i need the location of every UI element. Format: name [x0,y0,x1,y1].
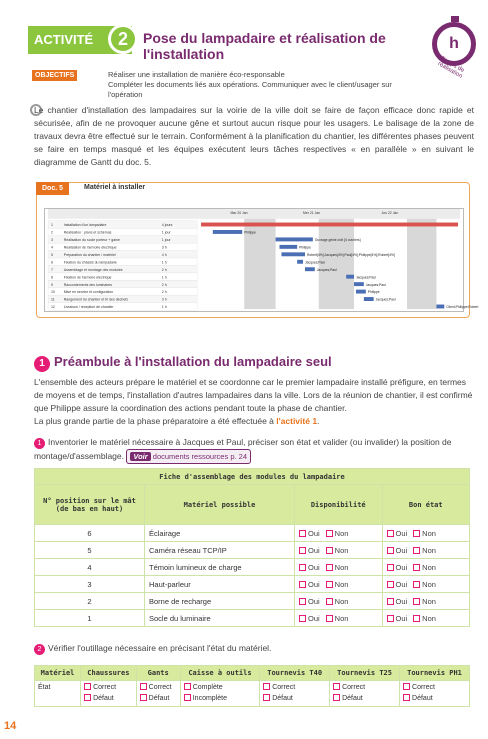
position-cell: 5 [35,542,145,559]
tools-header: Tournevis T25 [330,666,400,681]
condition-no-option[interactable] [413,597,436,606]
checkbox[interactable] [333,683,340,690]
availability-no-option[interactable] [326,580,349,589]
condition-cell [382,559,470,576]
state-cell [180,681,259,707]
material-cell: Borne de recharge [145,593,295,610]
checkbox-label: Oui [308,528,320,538]
gantt-bar-label: Jacques;Paul [365,282,386,287]
checkbox-label: Non [334,613,349,623]
checkbox[interactable] [263,683,270,690]
gantt-bar-label: Philippe [299,245,311,250]
state-label: État [35,681,81,707]
material-cell: Témoin lumineux de charge [145,559,295,576]
activity-1-link[interactable]: l'activité 1 [276,416,318,426]
page-number: 14 [4,720,17,732]
state-option[interactable] [403,693,466,704]
checkbox[interactable] [299,581,306,588]
objective-line: Réaliser une installation de manière éco-responsable [108,70,285,79]
availability-cell [295,559,383,576]
gantt-task-number: 5 [50,252,53,257]
checkbox-label: Oui [395,528,408,538]
condition-cell [382,610,470,627]
checkbox[interactable] [299,615,306,622]
checkbox[interactable] [387,547,394,554]
gantt-task-number: 9 [50,282,53,287]
gantt-task-number: 10 [50,290,55,295]
checkbox[interactable] [326,581,333,588]
gantt-task-name: Fixation de l'armoire électrique [63,275,112,280]
objectives-label: OBJECTIFS [32,70,77,81]
resources-link[interactable] [126,449,251,464]
condition-no-option[interactable] [413,580,436,589]
gantt-night-shade [407,219,436,309]
condition-no-option[interactable] [413,563,436,572]
gantt-task-duration: 2 h [161,282,167,287]
checkbox[interactable] [413,564,420,571]
gantt-bar [280,245,298,249]
phase-text: La plus grande partie de la phase préparatoire a été effectuée à [34,416,277,426]
state-option[interactable] [140,693,177,704]
checkbox-label: Non [334,596,349,606]
availability-yes-option[interactable] [299,580,320,589]
section-number: 1 [34,356,50,372]
checkbox[interactable] [413,530,420,537]
gantt-task-number: 3 [50,238,53,243]
phase-paragraph [34,415,474,428]
state-option[interactable] [84,682,133,693]
gantt-task-name: Fixation du châssis du lampadaire [63,260,117,265]
state-option[interactable] [333,682,396,693]
checkbox-label: Correct [148,684,172,691]
checkbox[interactable] [403,694,410,701]
gantt-bar [297,260,303,264]
condition-yes-option[interactable] [387,546,408,555]
gantt-bar [305,267,315,271]
availability-no-option[interactable] [326,546,349,555]
checkbox-label: Non [422,545,436,555]
gantt-period-label: Mar 20 Jan [230,210,248,215]
timer-letter: h [449,35,459,52]
checkbox-label: Oui [308,562,320,572]
checkbox[interactable] [263,694,270,701]
state-cell [81,681,137,707]
gantt-task-name: Réalisation : plans et schémas [63,230,112,235]
gantt-bar-label: Jacques;Paul [305,260,325,265]
checkbox[interactable] [299,564,306,571]
checkbox[interactable] [387,598,394,605]
gantt-bar-label: Jacques;Paul [316,267,337,272]
checkbox[interactable] [413,581,420,588]
gantt-task-number: 11 [50,297,55,302]
tools-header: Tournevis PH1 [400,666,470,681]
question-2 [34,643,271,655]
availability-cell [295,610,383,627]
condition-cell [382,525,470,542]
col-material: Matériel possible [145,485,295,525]
gantt-bar-label: Client;Philippe;Robert [446,305,479,310]
activity-number: 2 [108,24,138,54]
checkbox-label: Défaut [412,695,433,702]
checkbox-label: Non [422,579,436,589]
tools-header: Tournevis T40 [260,666,330,681]
table-row [35,593,470,610]
gantt-task-name: Raccordements des luminaires [63,282,112,287]
state-option[interactable] [263,682,326,693]
position-cell: 6 [35,525,145,542]
gantt-task-number: 8 [50,275,53,280]
availability-yes-option[interactable] [299,529,320,538]
checkbox[interactable] [326,598,333,605]
doc5-tag: Doc. 5 [36,182,69,195]
state-option[interactable] [333,693,396,704]
checkbox-label: Correct [272,684,296,691]
checkbox[interactable] [403,683,410,690]
condition-no-option[interactable] [413,546,436,555]
col-condition: Bon état [382,485,470,525]
availability-yes-option[interactable] [299,614,320,623]
col-position: N° position sur le mât (de bas en haut) [35,485,145,525]
gantt-task-number: 7 [50,267,53,272]
checkbox-label: Non [422,562,436,572]
objectives-text [108,70,428,100]
state-option[interactable] [140,682,177,693]
checkbox-label: Défaut [93,695,114,702]
availability-cell [295,593,383,610]
position-cell: 2 [35,593,145,610]
checkbox[interactable] [413,615,420,622]
material-cell: Éclairage [145,525,295,542]
checkbox-label: Oui [308,545,320,555]
checkbox[interactable] [299,598,306,605]
state-cell [400,681,470,707]
checkbox[interactable] [326,530,333,537]
question-1 [34,436,474,464]
checkbox-label: Non [334,562,349,572]
checkbox[interactable] [326,564,333,571]
gantt-task-duration: 1 jour [161,230,171,235]
state-cell [260,681,330,707]
checkbox[interactable] [333,694,340,701]
question-number: 2 [34,644,45,655]
checkbox-label: Oui [308,613,320,623]
condition-cell [382,542,470,559]
gantt-bar [213,230,242,234]
gantt-bar [346,275,354,279]
gantt-task-number: 2 [50,230,53,235]
checkbox-label: Oui [395,596,408,606]
gantt-period-label: Mer 21 Jan [303,210,321,215]
gantt-task-duration: 2 h [161,267,167,272]
checkbox-label: Incomplète [192,695,227,702]
condition-cell [382,593,470,610]
activity-title: Pose du lampadaire et réalisation de l'installation [143,30,386,62]
checkbox[interactable] [140,683,147,690]
table-row [35,610,470,627]
material-cell: Socle du luminaire [145,610,295,627]
checkbox-label: Oui [308,579,320,589]
gantt-bar-label: Jacques;Paul [356,275,376,280]
phase-end: . [317,416,320,426]
checkbox-label: Non [334,545,349,555]
condition-yes-option[interactable] [387,580,408,589]
checkbox[interactable] [387,581,394,588]
voir-label: Voir [130,452,150,461]
gantt-task-name: Installation d'un lampadaire [63,223,107,228]
table-row [35,542,470,559]
checkbox-label: Correct [93,684,117,691]
gantt-bar [281,252,305,256]
material-cell: Haut-parleur [145,576,295,593]
gantt-task-duration: 1 h [161,305,167,310]
gantt-bar [276,237,313,241]
gantt-task-name: Rangement du chantier et tri des déchets [63,297,129,302]
availability-cell [295,576,383,593]
tools-header: Chaussures [81,666,137,681]
gantt-task-number: 1 [50,223,53,228]
gantt-task-name: Réalisation du socle porteur + gaine [63,238,120,243]
condition-yes-option[interactable] [387,529,408,538]
gantt-bar-label: Philippe [244,230,257,235]
gantt-period-label: Jeu 22 Jan [381,210,399,215]
gantt-bar-label: Robert[4%];Jacques[4%];Paul[4%];Philippe[4%];Robert[4%] [306,252,395,257]
checkbox[interactable] [413,598,420,605]
checkbox[interactable] [387,615,394,622]
gantt-bar [436,305,444,309]
gantt-chart [44,208,479,312]
checkbox[interactable] [326,547,333,554]
doc5-title: Matériel à installer [84,184,146,191]
state-option[interactable] [263,693,326,704]
tools-header: Caisse à outils [180,666,259,681]
checkbox-label: Oui [395,613,408,623]
col-availability: Disponibilité [295,485,383,525]
gantt-task-number: 4 [50,245,53,250]
checkbox[interactable] [326,615,333,622]
state-option[interactable] [403,682,466,693]
state-cell [330,681,400,707]
table-row [35,559,470,576]
checkbox-label: Non [334,528,349,538]
availability-cell [295,542,383,559]
gantt-bar [364,297,374,301]
gantt-task-duration: 1 jour [161,238,171,243]
checkbox[interactable] [84,683,91,690]
condition-yes-option[interactable] [387,597,408,606]
resources-ref: documents ressources p. 24 [152,452,247,461]
gantt-task-name: Mise en service et configuration [63,290,114,295]
preamble-paragraph: L'ensemble des acteurs prépare le matériel et se coordonne car le premier lampadaire installé préfigure, en termes de moyens et de temps, l'installation d'autres lampadaires dans la ville. Lors de la réunion de chantier, il est confirmé que Philippe assure la coordination des actions pendant toute la phase de chantier. [34,377,473,413]
availability-no-option[interactable] [326,529,349,538]
gantt-task-duration: 3 h [161,245,167,250]
gantt-bar-label: Jacques;Paul [375,297,396,302]
tools-header: Gants [136,666,180,681]
gantt-task-name: Assemblage et montage des modules [63,267,123,272]
material-cell: Caméra réseau TCP/IP [145,542,295,559]
gantt-bar [356,290,366,294]
condition-yes-option[interactable] [387,614,408,623]
condition-no-option[interactable] [413,529,436,538]
tools-table [34,665,470,707]
intro-paragraph: Le chantier d'installation des lampadaires sur la voirie de la ville doit se faire de façon efficace donc rapide et sécurisée, afin de ne provoquer aucune gêne et surtout aucun risque pour les usagers. Le balisage de la zone de travaux devra être effectué sur le terrain. Conformément à la planification du chantier, les différentes phases peuvent se faire en temps masqué et les équipes exécutent leurs tâches respectives « en parallèle » en suivant le diagramme de Gantt du doc. 5. [34,105,474,167]
question-2-text: Vérifier l'outillage nécessaire en précisant l'état du matériel. [48,643,272,653]
checkbox-label: Défaut [342,695,363,702]
gantt-bar [201,223,458,227]
condition-cell [382,576,470,593]
modules-table [34,468,470,627]
checkbox-label: Non [422,613,436,623]
checkbox-label: Oui [395,545,408,555]
gantt-bar-label: Philippe [367,290,380,295]
gantt-task-number: 12 [50,305,55,310]
checkbox[interactable] [299,547,306,554]
checkbox-label: Non [334,579,349,589]
gantt-task-duration: 1 h [161,275,167,280]
activity-badge: ACTIVITÉ [28,26,132,54]
gantt-task-name: Préparation du chantier / matériel [63,252,116,257]
question-1-text: Inventorier le matériel nécessaire à Jacques et Paul, préciser son état et valider (ou invalider) la position de montage/d'assemblage. [34,437,452,461]
checkbox-label: Oui [308,596,320,606]
checkbox-label: Défaut [148,695,170,702]
checkbox-label: Oui [395,562,408,572]
section-title: Préambule à l'installation du lampadaire seul [54,354,332,369]
checkbox[interactable] [184,694,191,701]
gantt-task-duration: 2 h [161,290,167,295]
checkbox-label: Correct [342,684,366,691]
checkbox[interactable] [387,564,394,571]
question-number: 1 [34,438,45,449]
checkbox-label: Correct [412,684,435,691]
condition-no-option[interactable] [413,614,436,623]
gantt-bar [354,282,364,286]
objective-line: Compléter les documents liés aux opérations. Communiquer avec le client/usager sur l'opération [108,80,392,99]
availability-yes-option[interactable] [299,597,320,606]
availability-no-option[interactable] [326,597,349,606]
gantt-task-duration: 1 h [161,260,167,265]
checkbox-label: Non [422,528,436,538]
checkbox[interactable] [413,547,420,554]
preamble-text [34,376,474,428]
checkbox[interactable] [299,530,306,537]
gantt-bar-label: Ouvrage génie civil [4 ouvriers] [314,238,361,243]
gantt-task-duration: 4 jours [161,223,173,228]
checkbox-label: Non [422,596,436,606]
timer-icon [432,22,476,66]
checkbox[interactable] [184,683,191,690]
gantt-task-duration: 4 h [161,252,167,257]
gantt-task-name: Réalisation de l'armoire électrique [63,245,117,250]
checkbox[interactable] [387,530,394,537]
checkbox-label: Complète [192,684,223,691]
availability-no-option[interactable] [326,614,349,623]
availability-cell [295,525,383,542]
gantt-task-name: Livraison / réception de chantier [63,305,114,310]
checkbox-label: Oui [395,579,408,589]
modules-table-title: Fiche d'assemblage des modules du lampadaire [35,469,470,485]
availability-yes-option[interactable] [299,563,320,572]
condition-yes-option[interactable] [387,563,408,572]
position-cell: 1 [35,610,145,627]
checkbox[interactable] [84,694,91,701]
position-cell: 3 [35,576,145,593]
state-option[interactable] [84,693,133,704]
state-option[interactable] [184,693,256,704]
availability-no-option[interactable] [326,563,349,572]
checkbox-label: Défaut [272,695,293,702]
state-option[interactable] [184,682,256,693]
checkbox[interactable] [140,694,147,701]
gantt-task-number: 6 [50,260,53,265]
position-cell: 4 [35,559,145,576]
availability-yes-option[interactable] [299,546,320,555]
state-cell [136,681,180,707]
gantt-task-duration: 3 h [161,297,167,302]
table-row [35,576,470,593]
timer-caption: Temps de réalisation [436,55,466,80]
table-row [35,525,470,542]
section-1-heading [34,354,332,372]
tools-header: Matériel [35,666,81,681]
